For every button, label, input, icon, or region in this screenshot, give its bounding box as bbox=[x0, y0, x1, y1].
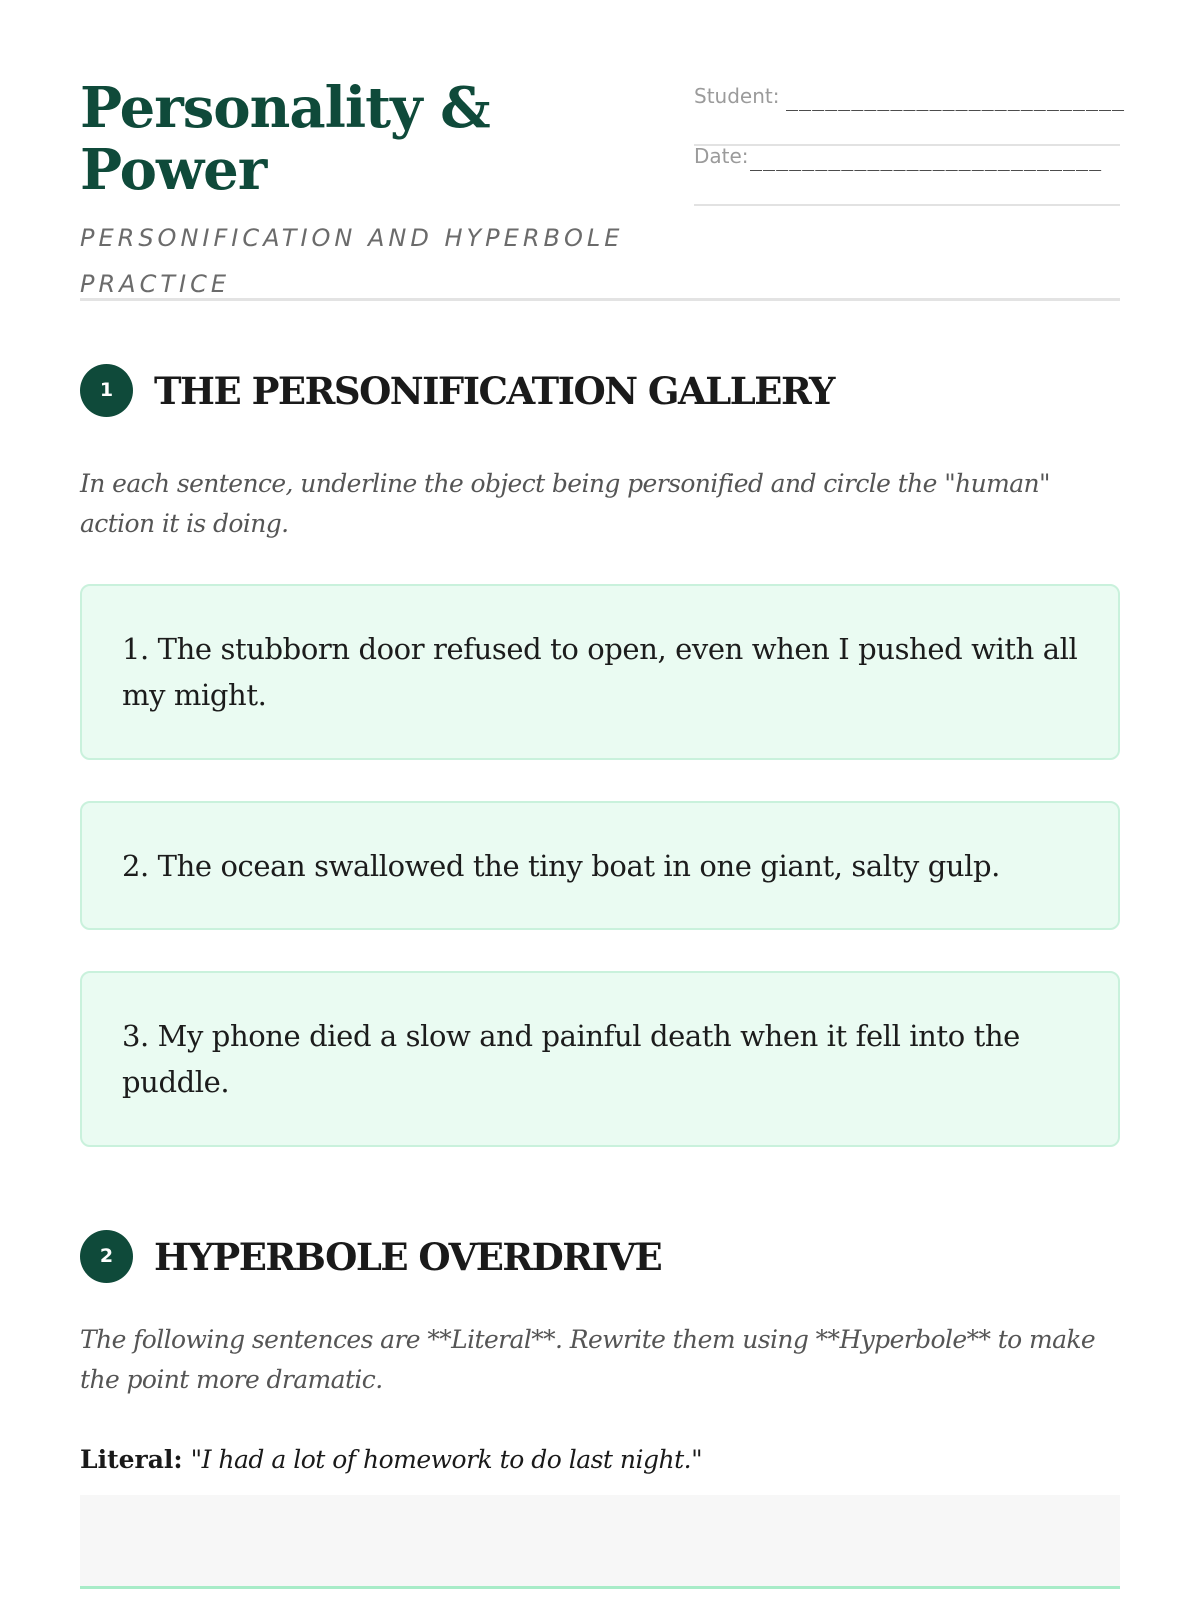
sentence-text: 2. The ocean swallowed the tiny boat in one giant, salty gulp. bbox=[122, 848, 1000, 883]
worksheet-subtitle: PERSONIFICATION AND HYPERBOLE PRACTICE bbox=[80, 224, 624, 299]
sentence-text: 3. My phone died a slow and painful death when it fell into the puddle. bbox=[122, 1019, 1020, 1099]
sentence-card[interactable] bbox=[80, 801, 1120, 930]
student-blank-line[interactable]: __________________________ bbox=[786, 87, 1126, 111]
worksheet-title: Personality & Power bbox=[80, 75, 490, 203]
hyperbole-answer-field[interactable] bbox=[80, 1495, 1120, 1589]
section-title: HYPERBOLE OVERDRIVE bbox=[154, 1235, 662, 1279]
section-hyperbole-heading bbox=[80, 1230, 1120, 1284]
literal-sentence bbox=[80, 1441, 1120, 1479]
sentence-card[interactable] bbox=[80, 584, 1120, 760]
header-divider bbox=[80, 298, 1120, 301]
section-instruction: In each sentence, underline the object being personified and circle the "human" action it is doing. bbox=[80, 469, 1050, 538]
student-label: Student: bbox=[694, 84, 780, 108]
section-number-badge: 2 bbox=[80, 1230, 133, 1283]
literal-quote: "I had a lot of homework to do last night." bbox=[190, 1445, 703, 1474]
date-blank-line[interactable]: ___________________________ bbox=[750, 147, 1103, 171]
section-personification-heading bbox=[80, 364, 1120, 418]
date-field[interactable] bbox=[694, 146, 1120, 206]
worksheet-header bbox=[80, 75, 1126, 302]
student-info bbox=[694, 84, 1126, 206]
student-field[interactable] bbox=[694, 84, 1126, 146]
literal-label: Literal: bbox=[80, 1445, 183, 1474]
date-label: Date: bbox=[694, 144, 749, 168]
sentence-text: 1. The stubborn door refused to open, even when I pushed with all my might. bbox=[122, 632, 1078, 712]
section-number-badge: 1 bbox=[80, 364, 133, 417]
section-title: THE PERSONIFICATION GALLERY bbox=[154, 369, 834, 413]
section-instruction: The following sentences are **Literal**. Rewrite them using **Hyperbole** to make the point more dramatic. bbox=[80, 1325, 1096, 1394]
sentence-card[interactable] bbox=[80, 971, 1120, 1147]
title-block bbox=[80, 75, 680, 307]
